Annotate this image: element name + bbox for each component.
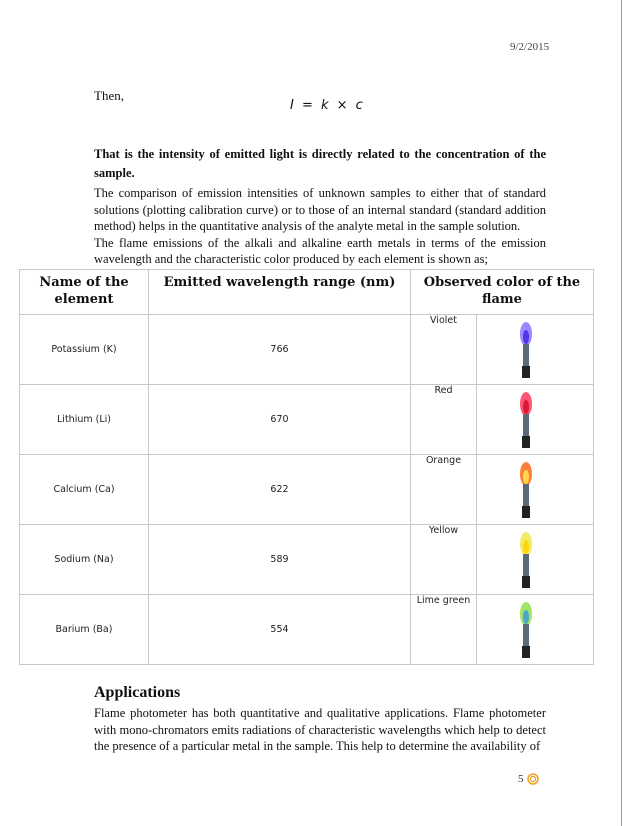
table-row (20, 525, 594, 595)
table-row (20, 455, 594, 525)
table-row (20, 385, 594, 455)
burner-flame-icon (515, 530, 537, 590)
flame-image-cell (477, 315, 594, 385)
burner-flame-icon (515, 320, 537, 380)
element-name: Potassium (K) (20, 315, 149, 385)
flame-color-label: Orange (411, 455, 477, 525)
wavelength-value: 670 (149, 385, 411, 455)
burner-flame-icon (515, 460, 537, 520)
flame-image-cell (477, 385, 594, 455)
flame-color-label: Red (411, 385, 477, 455)
element-name: Sodium (Na) (20, 525, 149, 595)
table-row (20, 595, 594, 665)
page-number: 5 (518, 773, 524, 785)
body-paragraph (94, 185, 546, 268)
intensity-formula: I = k × c (290, 98, 365, 113)
flame-image-cell (477, 455, 594, 525)
burner-flame-icon (515, 390, 537, 450)
header-element: Name of the element (20, 270, 149, 315)
wavelength-value: 766 (149, 315, 411, 385)
intensity-statement: That is the intensity of emitted light is directly related to the concentration of the sample. (94, 147, 546, 180)
element-name: Calcium (Ca) (20, 455, 149, 525)
flame-emission-table (19, 269, 594, 665)
page-right-border (621, 0, 622, 826)
flame-color-label: Violet (411, 315, 477, 385)
flame-image-cell (477, 595, 594, 665)
applications-heading: Applications (94, 684, 181, 701)
element-name: Barium (Ba) (20, 595, 149, 665)
element-name: Lithium (Li) (20, 385, 149, 455)
flame-image-cell (477, 525, 594, 595)
then-label: Then, (94, 88, 124, 103)
circle-ornament-icon (527, 773, 539, 785)
wavelength-value: 622 (149, 455, 411, 525)
flame-color-label: Lime green (411, 595, 477, 665)
burner-flame-icon (515, 600, 537, 660)
table-row (20, 315, 594, 385)
header-date: 9/2/2015 (510, 41, 550, 53)
applications-paragraph: Flame photometer has both quantitative and qualitative applications. Flame photometer with mono-chromators emits radiations of characteristic wavelengths which help to detect the presence of a particular metal in the sample. This help to determine the availability of (94, 706, 546, 753)
page-footer (518, 773, 539, 785)
flame-emission-paragraph: The flame emissions of the alkali and alkaline earth metals in terms of the emission wavelength and the characteristic color produced by each element is shown as; (94, 235, 546, 266)
header-wavelength: Emitted wavelength range (nm) (149, 270, 411, 315)
wavelength-value: 589 (149, 525, 411, 595)
wavelength-value: 554 (149, 595, 411, 665)
flame-color-label: Yellow (411, 525, 477, 595)
comparison-paragraph: The comparison of emission intensities of unknown samples to either that of standard solutions (plotting calibration curve) or to those of an internal standard (standard addition method) helps in the quantitative analysis of the analyte metal in the sample solution. (94, 186, 546, 233)
table-header-row (20, 270, 594, 315)
header-color: Observed color of the flame (411, 270, 594, 315)
